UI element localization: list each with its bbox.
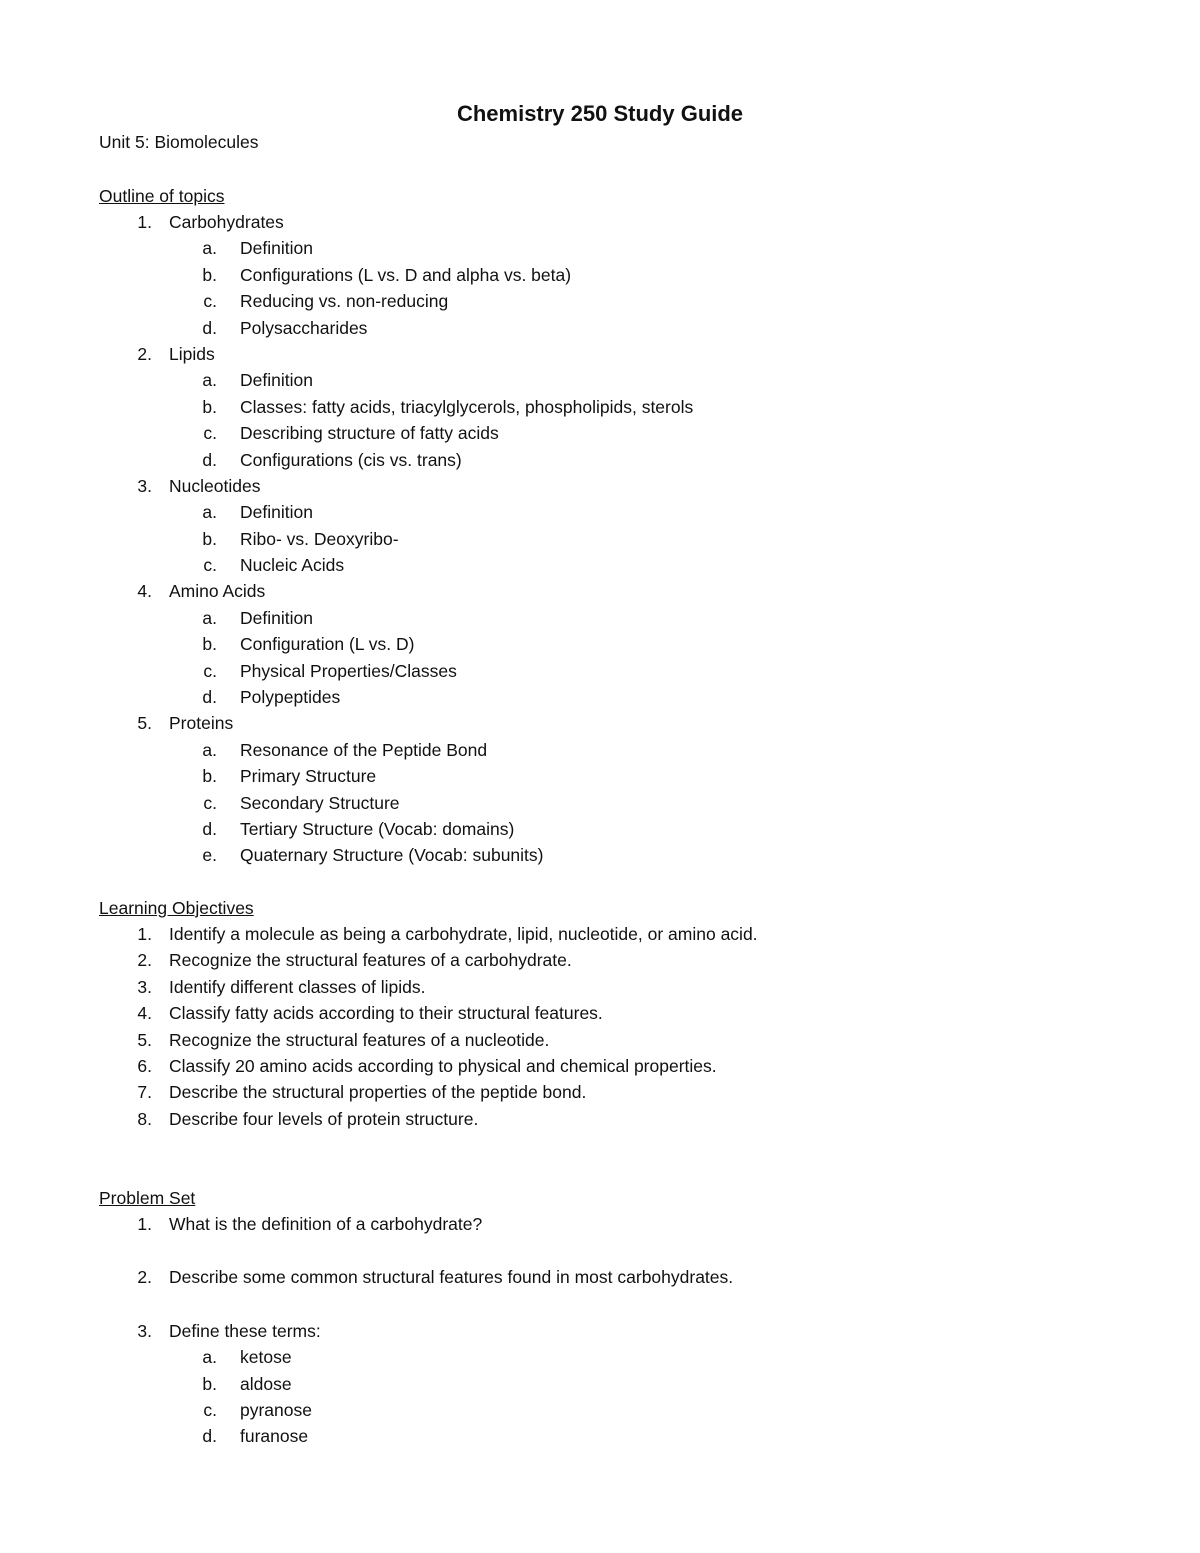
list-item-text: Definition — [240, 607, 313, 628]
list-item-text: Definition — [240, 370, 313, 391]
list-item-text: Lipids — [169, 343, 215, 364]
sub-list-item — [99, 763, 1099, 789]
list-number: d. — [202, 687, 217, 708]
list-item-text: What is the definition of a carbohydrate? — [169, 1214, 483, 1234]
sub-list-item — [99, 605, 1099, 631]
list-number: a. — [202, 1347, 217, 1368]
sub-list-item — [99, 1371, 1099, 1397]
spacer — [99, 1291, 1099, 1318]
sub-list-item — [99, 631, 1099, 657]
list-number: 1. — [137, 1214, 152, 1234]
list-item-text: Amino Acids — [169, 581, 266, 602]
list-item-text: Reducing vs. non-reducing — [240, 291, 449, 312]
list-item-text: Definition — [240, 238, 313, 259]
sub-list-item — [99, 1423, 1099, 1449]
list-number: a. — [202, 607, 217, 628]
list-number: c. — [203, 291, 217, 312]
list-item — [99, 1053, 1099, 1079]
list-number: 3. — [137, 1320, 152, 1341]
list-number: b. — [202, 634, 217, 655]
list-item-text: Primary Structure — [240, 766, 377, 787]
list-item-text: Ribo- vs. Deoxyribo- — [240, 528, 399, 549]
list-item — [99, 209, 1099, 235]
list-item-text: Secondary Structure — [240, 792, 400, 813]
list-item-text: Nucleotides — [169, 475, 261, 496]
sub-list-item — [99, 288, 1099, 314]
list-number: 8. — [137, 1108, 152, 1129]
sub-list-item — [99, 420, 1099, 446]
list-item-text: Quaternary Structure (Vocab: subunits) — [240, 845, 544, 866]
list-item-text: Polysaccharides — [240, 317, 368, 338]
sub-list-item — [99, 262, 1099, 288]
problems-heading: Problem Set — [99, 1188, 196, 1208]
list-item — [99, 974, 1099, 1000]
list-item-text: Nucleic Acids — [240, 555, 345, 576]
list-item — [99, 1079, 1099, 1105]
list-item-text: furanose — [240, 1426, 309, 1447]
list-item-text: Classify 20 amino acids according to physical and chemical properties. — [169, 1055, 717, 1076]
list-number: a. — [202, 739, 217, 760]
list-number: c. — [203, 660, 217, 681]
list-item-text: Configurations (L vs. D and alpha vs. beta) — [240, 264, 572, 285]
outline-list — [99, 209, 1099, 869]
list-item-text: Describing structure of fatty acids — [240, 423, 499, 444]
sub-list-item — [99, 1397, 1099, 1423]
list-number: 2. — [137, 1267, 152, 1288]
unit-subtitle: Unit 5: Biomolecules — [99, 132, 259, 152]
list-number: b. — [202, 766, 217, 787]
list-number: 2. — [137, 950, 152, 971]
list-item-text: Definition — [240, 502, 313, 523]
sub-list-item — [99, 447, 1099, 473]
sub-list-item — [99, 737, 1099, 763]
list-number: d. — [202, 1426, 217, 1447]
list-item — [99, 473, 1099, 499]
list-item-text: Proteins — [169, 713, 234, 734]
sub-list-item — [99, 552, 1099, 578]
list-number: c. — [203, 1399, 217, 1420]
objectives-heading: Learning Objectives — [99, 898, 254, 918]
list-item — [99, 1264, 1099, 1290]
list-number: b. — [202, 528, 217, 549]
list-number: 4. — [137, 1003, 152, 1024]
sub-list-item — [99, 1344, 1099, 1370]
list-number: b. — [202, 264, 217, 285]
list-number: c. — [203, 423, 217, 444]
list-item — [99, 1027, 1099, 1053]
list-item-text: Configurations (cis vs. trans) — [240, 449, 462, 470]
sub-list-item — [99, 816, 1099, 842]
list-item-text: Define these terms: — [169, 1320, 321, 1341]
sub-list-item — [99, 526, 1099, 552]
list-item — [99, 1000, 1099, 1026]
list-item — [99, 341, 1099, 367]
spacer — [99, 1237, 1099, 1264]
sub-list-item — [99, 684, 1099, 710]
list-item-text: Classes: fatty acids, triacylglycerols, phospholipids, sterols — [240, 396, 694, 417]
list-number: e. — [202, 845, 217, 866]
list-item-text: Describe some common structural features found in most carbohydrates. — [169, 1267, 734, 1288]
outline-heading: Outline of topics — [99, 186, 225, 206]
list-number: d. — [202, 449, 217, 470]
list-number: a. — [202, 502, 217, 523]
document-title: Chemistry 250 Study Guide — [456, 101, 744, 126]
list-number: 4. — [137, 581, 152, 602]
list-number: 2. — [137, 343, 152, 364]
objectives-list — [99, 921, 1099, 1132]
list-item-text: Describe four levels of protein structure. — [169, 1108, 479, 1129]
problems-list — [99, 1211, 1099, 1450]
list-item-text: Identify a molecule as being a carbohydrate, lipid, nucleotide, or amino acid. — [169, 924, 758, 944]
list-number: b. — [202, 1373, 217, 1394]
list-item-text: Recognize the structural features of a carbohydrate. — [169, 950, 572, 971]
list-item-text: Identify different classes of lipids. — [169, 976, 426, 997]
list-number: 3. — [137, 976, 152, 997]
list-item — [99, 1318, 1099, 1344]
list-item-text: Describe the structural properties of the peptide bond. — [169, 1082, 587, 1103]
list-number: d. — [202, 818, 217, 839]
list-number: c. — [203, 792, 217, 813]
list-item-text: Tertiary Structure (Vocab: domains) — [240, 818, 515, 839]
list-number: a. — [202, 370, 217, 391]
list-number: a. — [202, 238, 217, 259]
sub-list-item — [99, 367, 1099, 393]
list-number: c. — [203, 555, 217, 576]
list-item — [99, 1211, 1099, 1237]
list-number: 1. — [137, 212, 152, 232]
list-number: b. — [202, 396, 217, 417]
list-item-text: aldose — [240, 1373, 292, 1394]
list-item — [99, 947, 1099, 973]
list-item-text: ketose — [240, 1347, 292, 1368]
list-item — [99, 578, 1099, 604]
list-item-text: Resonance of the Peptide Bond — [240, 739, 488, 760]
list-number: 3. — [137, 475, 152, 496]
list-number: 7. — [137, 1082, 152, 1103]
list-item — [99, 1106, 1099, 1132]
list-number: 5. — [137, 1029, 152, 1050]
list-number: 5. — [137, 713, 152, 734]
list-item-text: Physical Properties/Classes — [240, 660, 457, 681]
list-number: 1. — [137, 924, 152, 944]
problems-section — [99, 1185, 1099, 1450]
sub-list-item — [99, 315, 1099, 341]
objectives-section — [99, 895, 1099, 1132]
sub-list-item — [99, 658, 1099, 684]
sub-list-item — [99, 235, 1099, 261]
list-number: d. — [202, 317, 217, 338]
sub-list-item — [99, 842, 1099, 868]
sub-list-item — [99, 790, 1099, 816]
outline-section — [99, 183, 1099, 869]
list-item-text: Configuration (L vs. D) — [240, 634, 415, 655]
list-item — [99, 921, 1099, 947]
list-item — [99, 710, 1099, 736]
list-item-text: Classify fatty acids according to their structural features. — [169, 1003, 603, 1024]
sub-list-item — [99, 499, 1099, 525]
list-item-text: Polypeptides — [240, 687, 341, 708]
sub-list-item — [99, 394, 1099, 420]
list-item-text: pyranose — [240, 1399, 312, 1420]
list-item-text: Recognize the structural features of a nucleotide. — [169, 1029, 550, 1050]
list-item-text: Carbohydrates — [169, 212, 284, 232]
list-number: 6. — [137, 1055, 152, 1076]
